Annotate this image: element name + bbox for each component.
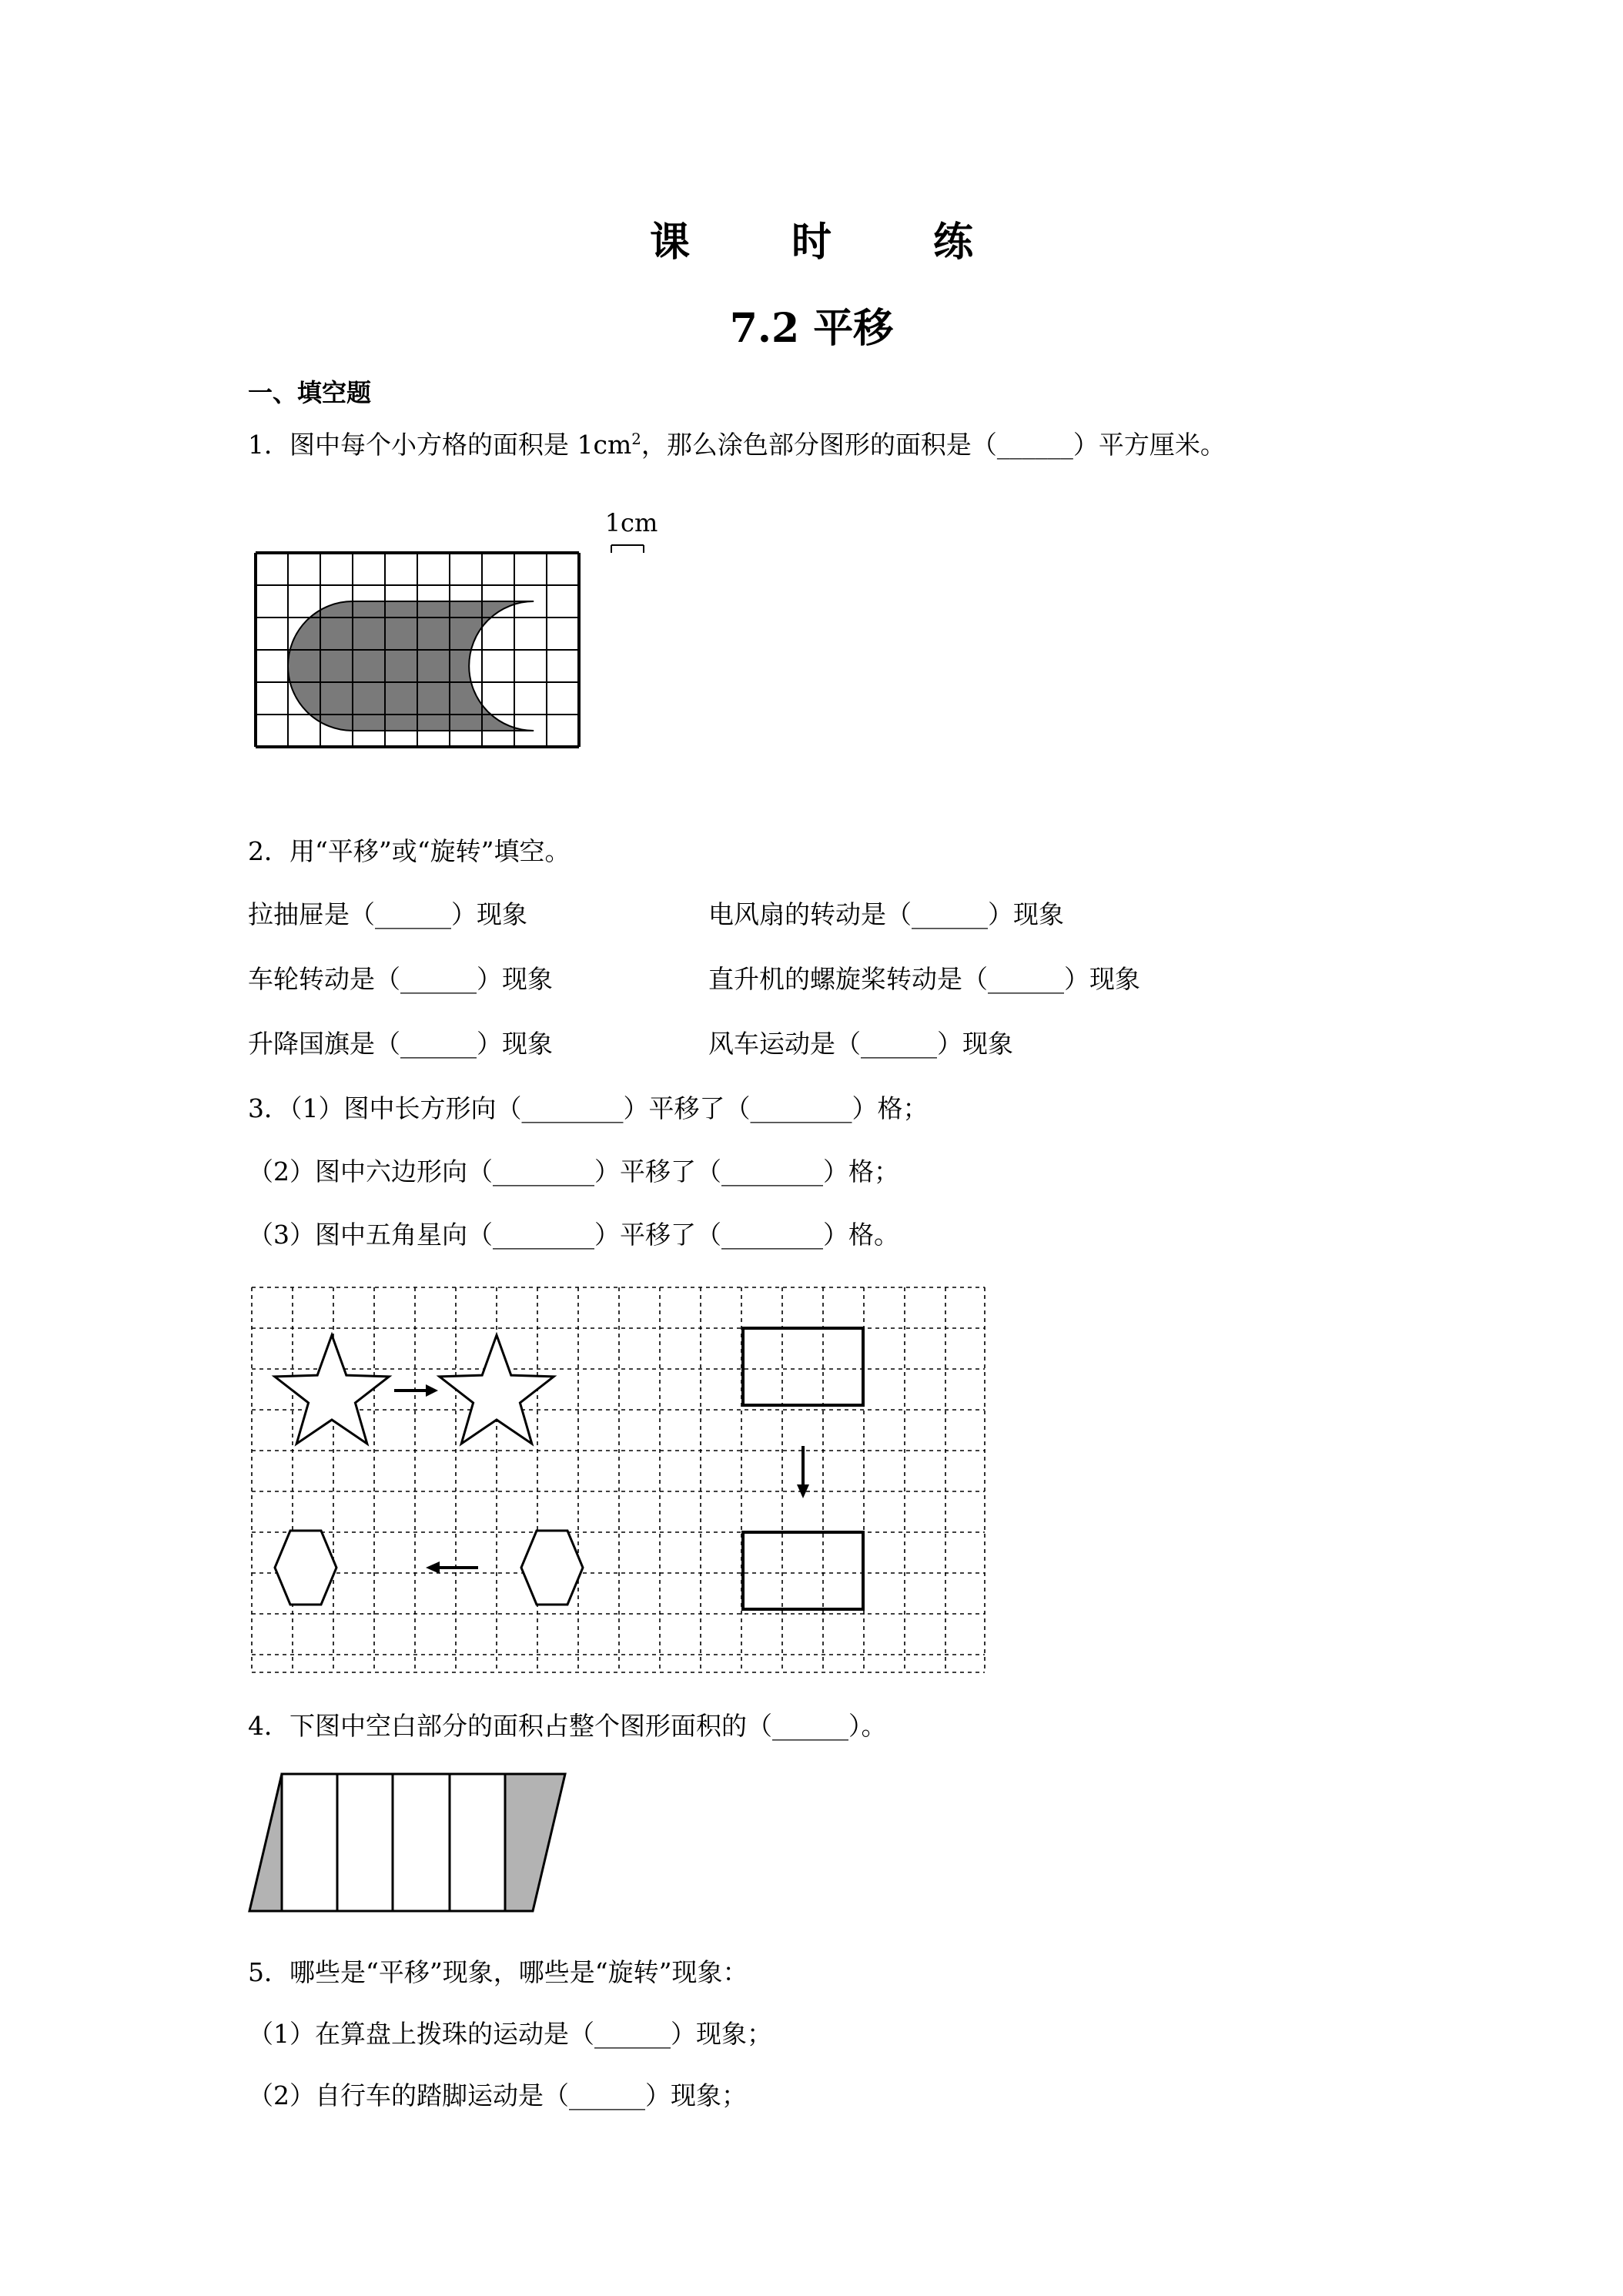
question-2-item-6: 风车运动是（______）现象 bbox=[708, 1029, 1013, 1059]
figure-4-right-shaded-part bbox=[505, 1774, 565, 1911]
figure-3-down-arrow-icon bbox=[797, 1446, 809, 1498]
question-5-item-1: （1）在算盘上拨珠的运动是（______）现象； bbox=[248, 2019, 772, 2049]
figure-4-parallelogram bbox=[248, 1771, 571, 1917]
question-2-prompt: 2．用“平移”或“旋转”填空。 bbox=[248, 836, 571, 866]
page-title: 课 时 练 bbox=[649, 219, 1004, 266]
question-1-text-before: 1．图中每个小方格的面积是 1cm bbox=[248, 430, 632, 460]
figure-1-shaded-shape bbox=[288, 601, 534, 731]
question-4-text: 4．下图中空白部分的面积占整个图形面积的（______）。 bbox=[248, 1711, 887, 1741]
question-2-item-4: 直升机的螺旋桨转动是（______）现象 bbox=[708, 964, 1140, 994]
question-2-item-3: 车轮转动是（______）现象 bbox=[248, 964, 553, 994]
question-3-line-3: （3）图中五角星向（________）平移了（________）格。 bbox=[248, 1220, 899, 1250]
section-heading: 一、填空题 bbox=[248, 378, 372, 407]
question-3-line-2: （2）图中六边形向（________）平移了（________）格； bbox=[248, 1156, 899, 1186]
question-5-prompt: 5．哪些是“平移”现象，哪些是“旋转”现象： bbox=[248, 1957, 748, 1987]
figure-3-rectangle-moved bbox=[743, 1532, 863, 1609]
question-1-text-after: ，那么涂色部分图形的面积是（______）平方厘米。 bbox=[641, 430, 1226, 460]
figure-3-translation-grid bbox=[250, 1286, 988, 1677]
figure-3-star-original bbox=[275, 1335, 389, 1444]
question-5-item-2: （2）自行车的踏脚运动是（______）现象； bbox=[248, 2080, 747, 2110]
question-2-item-1: 拉抽屉是（______）现象 bbox=[248, 899, 527, 929]
figure-3-left-arrow-icon bbox=[426, 1561, 478, 1574]
figure-3-hexagon-original bbox=[521, 1531, 583, 1605]
figure-1-grid bbox=[256, 553, 579, 747]
question-3-line-1: 3．（1）图中长方形向（________）平移了（________）格； bbox=[248, 1093, 929, 1123]
figure-1-scale-label: 1cm bbox=[604, 508, 658, 537]
figure-3-rectangle-original bbox=[743, 1328, 863, 1405]
figure-1-grid-shape bbox=[254, 500, 658, 801]
question-2-item-5: 升降国旗是（______）现象 bbox=[248, 1029, 553, 1059]
figure-4-left-shaded-triangle bbox=[249, 1774, 282, 1911]
figure-3-dashed-grid bbox=[252, 1287, 985, 1672]
figure-1-scale-marker bbox=[611, 545, 644, 553]
question-2-item-2: 电风扇的转动是（______）现象 bbox=[708, 899, 1064, 929]
figure-3-right-arrow-icon bbox=[394, 1384, 438, 1397]
question-1-text bbox=[248, 430, 1226, 460]
question-1-superscript: 2 bbox=[631, 430, 641, 448]
lesson-subtitle: 7.2 平移 bbox=[729, 305, 894, 352]
figure-3-hexagon-moved bbox=[275, 1531, 336, 1605]
